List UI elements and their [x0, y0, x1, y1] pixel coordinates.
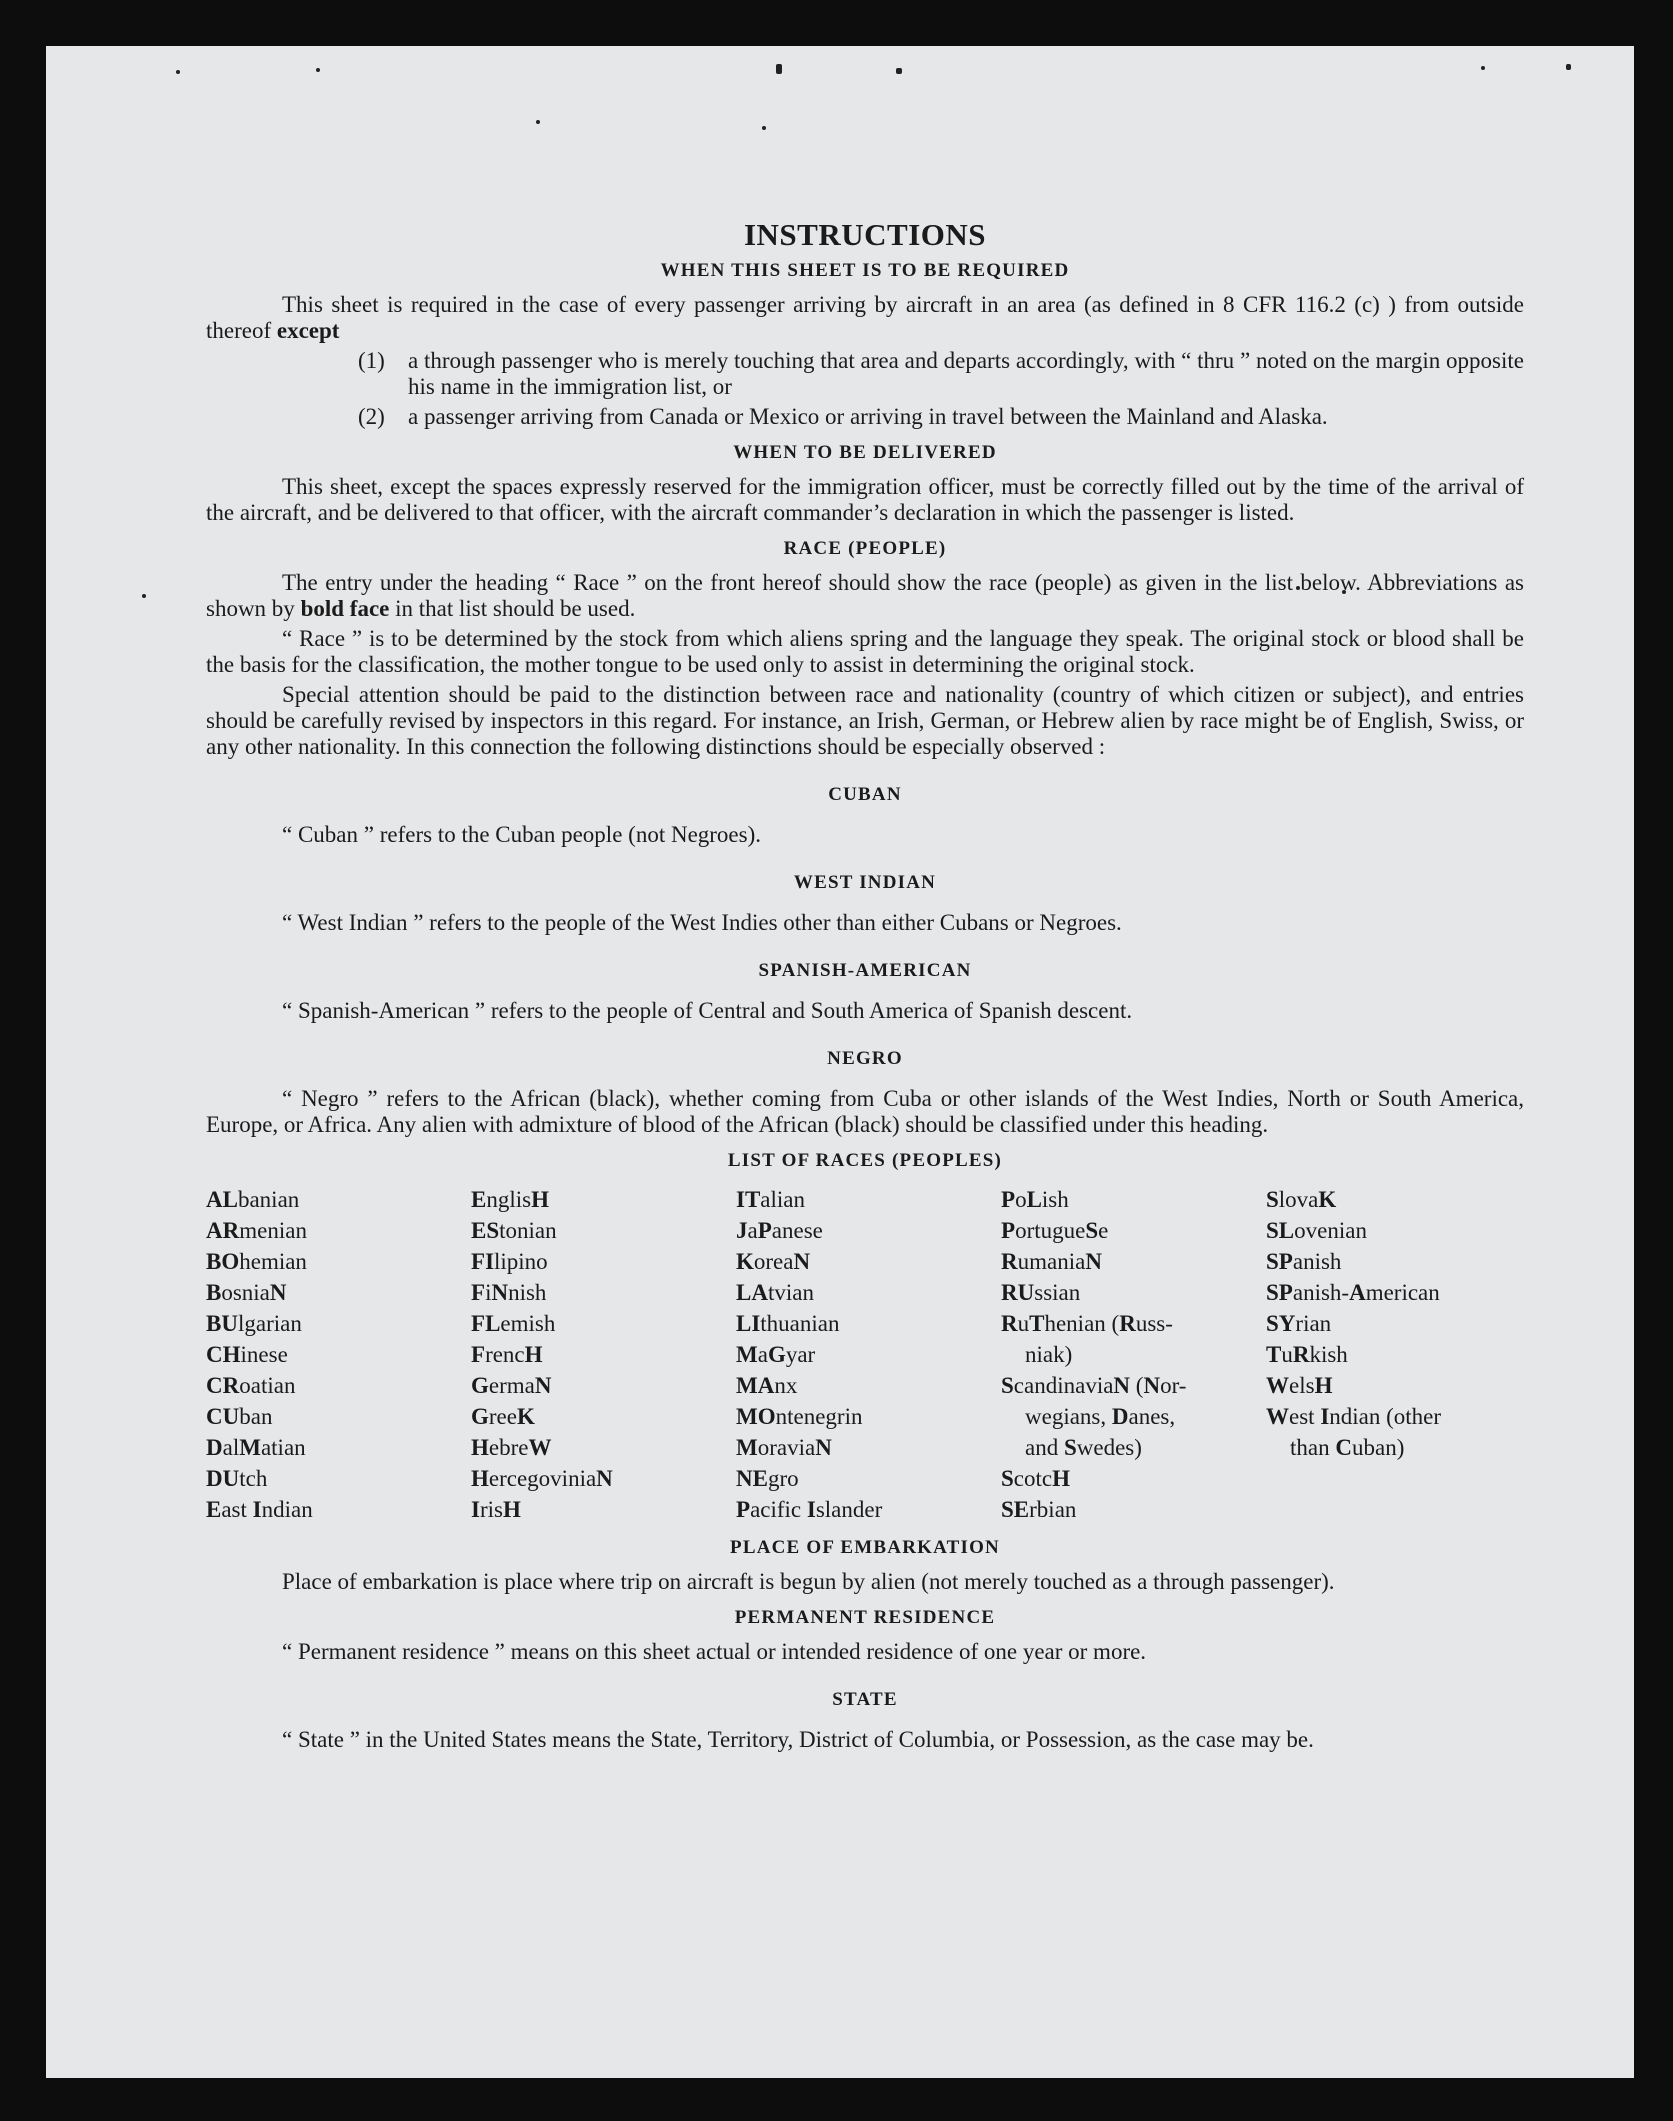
race-entry: HebreW	[471, 1435, 552, 1460]
heading-race: RACE (PEOPLE)	[783, 538, 947, 559]
race-entry: CUban	[206, 1404, 273, 1429]
race-entry: SPanish-American	[1266, 1280, 1440, 1305]
race-entry: West Indian (other	[1266, 1404, 1442, 1429]
race-entry: DalMatian	[206, 1435, 306, 1460]
exception-text-2: a passenger arriving from Canada or Mexico or arriving in travel between the Mainland and Alaska.	[408, 404, 1328, 429]
race-entry: FLemish	[471, 1311, 556, 1336]
exception-number-2: (2)	[358, 404, 385, 429]
heading-place-of-embarkation: PLACE OF EMBARKATION	[730, 1537, 1000, 1558]
race-entry: JaPanese	[736, 1218, 823, 1243]
race-entry: MoraviaN	[736, 1435, 832, 1460]
heading-negro: NEGRO	[827, 1048, 903, 1069]
delivered-paragraph: This sheet, except the spaces expressly reserved for the immigration officer, must be correctly filled out by the time of the arrival of the aircraft, and be delivered to that officer, with the aircraft commander’s declaration in which the passenger is listed.	[206, 474, 1524, 525]
race-entry: SPanish	[1266, 1249, 1342, 1274]
race-entry: MaGyar	[736, 1342, 816, 1367]
race-entry: MOntenegrin	[736, 1404, 863, 1429]
exception-item-1	[358, 348, 1524, 400]
race-entry: NEgro	[736, 1466, 799, 1491]
heading-west-indian: WEST INDIAN	[793, 872, 937, 893]
race-entry: SYrian	[1266, 1311, 1332, 1336]
required-paragraph	[206, 292, 1524, 344]
race-entry: wegians, Danes,	[1025, 1404, 1176, 1429]
heading-state: STATE	[832, 1689, 898, 1710]
race-entry: HercegoviniaN	[471, 1466, 613, 1491]
page-title: INSTRUCTIONS	[743, 217, 986, 252]
race-entry: FIlipino	[471, 1249, 548, 1274]
bold-face-word: bold face	[300, 596, 390, 621]
race-entry: East Indian	[206, 1497, 313, 1522]
race-entry: TuRkish	[1266, 1342, 1348, 1367]
heading-when-delivered: WHEN TO BE DELIVERED	[733, 442, 997, 463]
west-indian-paragraph: “ West Indian ” refers to the people of the West Indies other than either Cubans or Negroes.	[282, 910, 1122, 935]
race-entry: ITalian	[736, 1187, 805, 1212]
heading-cuban: CUBAN	[828, 784, 902, 805]
race-entry: EnglisH	[471, 1187, 549, 1212]
race-entry: LIthuanian	[736, 1311, 840, 1336]
required-text: This sheet is required in the case of every passenger arriving by aircraft in an area (as defined in 8 CFR 116.2 (c) ) from outside thereof	[206, 292, 1524, 343]
state-paragraph: “ State ” in the United States means the State, Territory, District of Columbia, or Possession, as the case may be.	[282, 1727, 1314, 1752]
race-entry: niak)	[1025, 1342, 1073, 1367]
race-column-2	[471, 1184, 736, 1525]
race-entry: ALbanian	[206, 1187, 300, 1212]
heading-list-of-races: LIST OF RACES (PEOPLES)	[727, 1150, 1003, 1171]
heading-spanish-american: SPANISH-AMERICAN	[758, 960, 972, 981]
race-entry: IrisH	[471, 1497, 521, 1522]
race-entry: CHinese	[206, 1342, 288, 1367]
race-entry: GreeK	[471, 1404, 535, 1429]
race-entry: WelsH	[1266, 1373, 1333, 1398]
race-paragraph-1	[206, 570, 1524, 622]
heading-when-required: WHEN THIS SHEET IS TO BE REQUIRED	[660, 260, 1070, 281]
race-entry: GermaN	[471, 1373, 552, 1398]
race-entry: and Swedes)	[1025, 1435, 1142, 1460]
race-entry: PortugueSe	[1001, 1218, 1109, 1243]
race-entry: Pacific Islander	[736, 1497, 883, 1522]
exception-number-1: (1)	[358, 348, 385, 373]
cuban-paragraph: “ Cuban ” refers to the Cuban people (not Negroes).	[282, 822, 762, 847]
race-entry: SLovenian	[1266, 1218, 1367, 1243]
race-text-1b: in that list should be used.	[395, 596, 636, 621]
race-column-4	[1001, 1184, 1266, 1525]
race-entry: RumaniaN	[1001, 1249, 1102, 1274]
race-entry: PoLish	[1001, 1187, 1069, 1212]
race-entry: LAtvian	[736, 1280, 814, 1305]
spanish-american-paragraph: “ Spanish-American ” refers to the people of Central and South America of Spanish descent.	[282, 998, 1133, 1023]
document-sheet	[46, 46, 1634, 2078]
race-entry: KoreaN	[736, 1249, 811, 1274]
race-entry: FrencH	[471, 1342, 543, 1367]
exception-text-1: a through passenger who is merely touching that area and departs accordingly, with “ thru ” noted on the margin opposite his name in the immigration list, or	[408, 348, 1524, 399]
race-paragraph-3: Special attention should be paid to the distinction between race and nationality (country of which citizen or subject), and entries should be carefully revised by inspectors in this regard. For instance, an Irish, German, or Hebrew alien by race might be of English, Swiss, or any other nationality. In this connection the following distinctions should be especially observed :	[206, 682, 1524, 759]
exception-item-2	[358, 404, 1524, 430]
race-entry: BosniaN	[206, 1280, 287, 1305]
race-entry: DUtch	[206, 1466, 268, 1491]
race-entry: SlovaK	[1266, 1187, 1337, 1212]
race-entry: than Cuban)	[1290, 1435, 1405, 1460]
race-entry: ScotcH	[1001, 1466, 1070, 1491]
instructions-body	[206, 174, 1524, 1753]
heading-permanent-residence: PERMANENT RESIDENCE	[734, 1607, 996, 1628]
race-entry: MAnx	[736, 1373, 798, 1398]
residence-paragraph: “ Permanent residence ” means on this sheet actual or intended residence of one year or more.	[282, 1639, 1147, 1664]
negro-paragraph: “ Negro ” refers to the African (black), whether coming from Cuba or other islands of the West Indies, North or South America, Europe, or Africa. Any alien with admixture of blood of the African (black) should be classified under this heading.	[206, 1086, 1524, 1137]
race-entry: FiNnish	[471, 1280, 547, 1305]
race-text-1a: The entry under the heading “ Race ” on the front hereof should show the race (people) as given in the list below. Abbreviations as shown by	[206, 570, 1524, 621]
race-column-5	[1266, 1184, 1524, 1525]
except-word: except	[276, 318, 340, 343]
race-column-1	[206, 1184, 471, 1525]
race-entry: RUssian	[1001, 1280, 1081, 1305]
race-entry: SErbian	[1001, 1497, 1077, 1522]
race-entry: BUlgarian	[206, 1311, 302, 1336]
race-entry: RuThenian (Russ-	[1001, 1311, 1173, 1336]
race-entry: ARmenian	[206, 1218, 307, 1243]
race-entry: EStonian	[471, 1218, 557, 1243]
race-list	[206, 1184, 1524, 1525]
race-entry: CRoatian	[206, 1373, 296, 1398]
race-column-3	[736, 1184, 1001, 1525]
race-entry: ScandinaviaN (Nor-	[1001, 1373, 1187, 1398]
race-paragraph-2: “ Race ” is to be determined by the stock from which aliens spring and the language they speak. The original stock or blood shall be the basis for the classification, the mother tongue to be used only to assist in determining the original stock.	[206, 626, 1524, 677]
embarkation-paragraph: Place of embarkation is place where trip on aircraft is begun by alien (not merely touched as a through passenger).	[282, 1569, 1335, 1594]
race-entry: BOhemian	[206, 1249, 307, 1274]
